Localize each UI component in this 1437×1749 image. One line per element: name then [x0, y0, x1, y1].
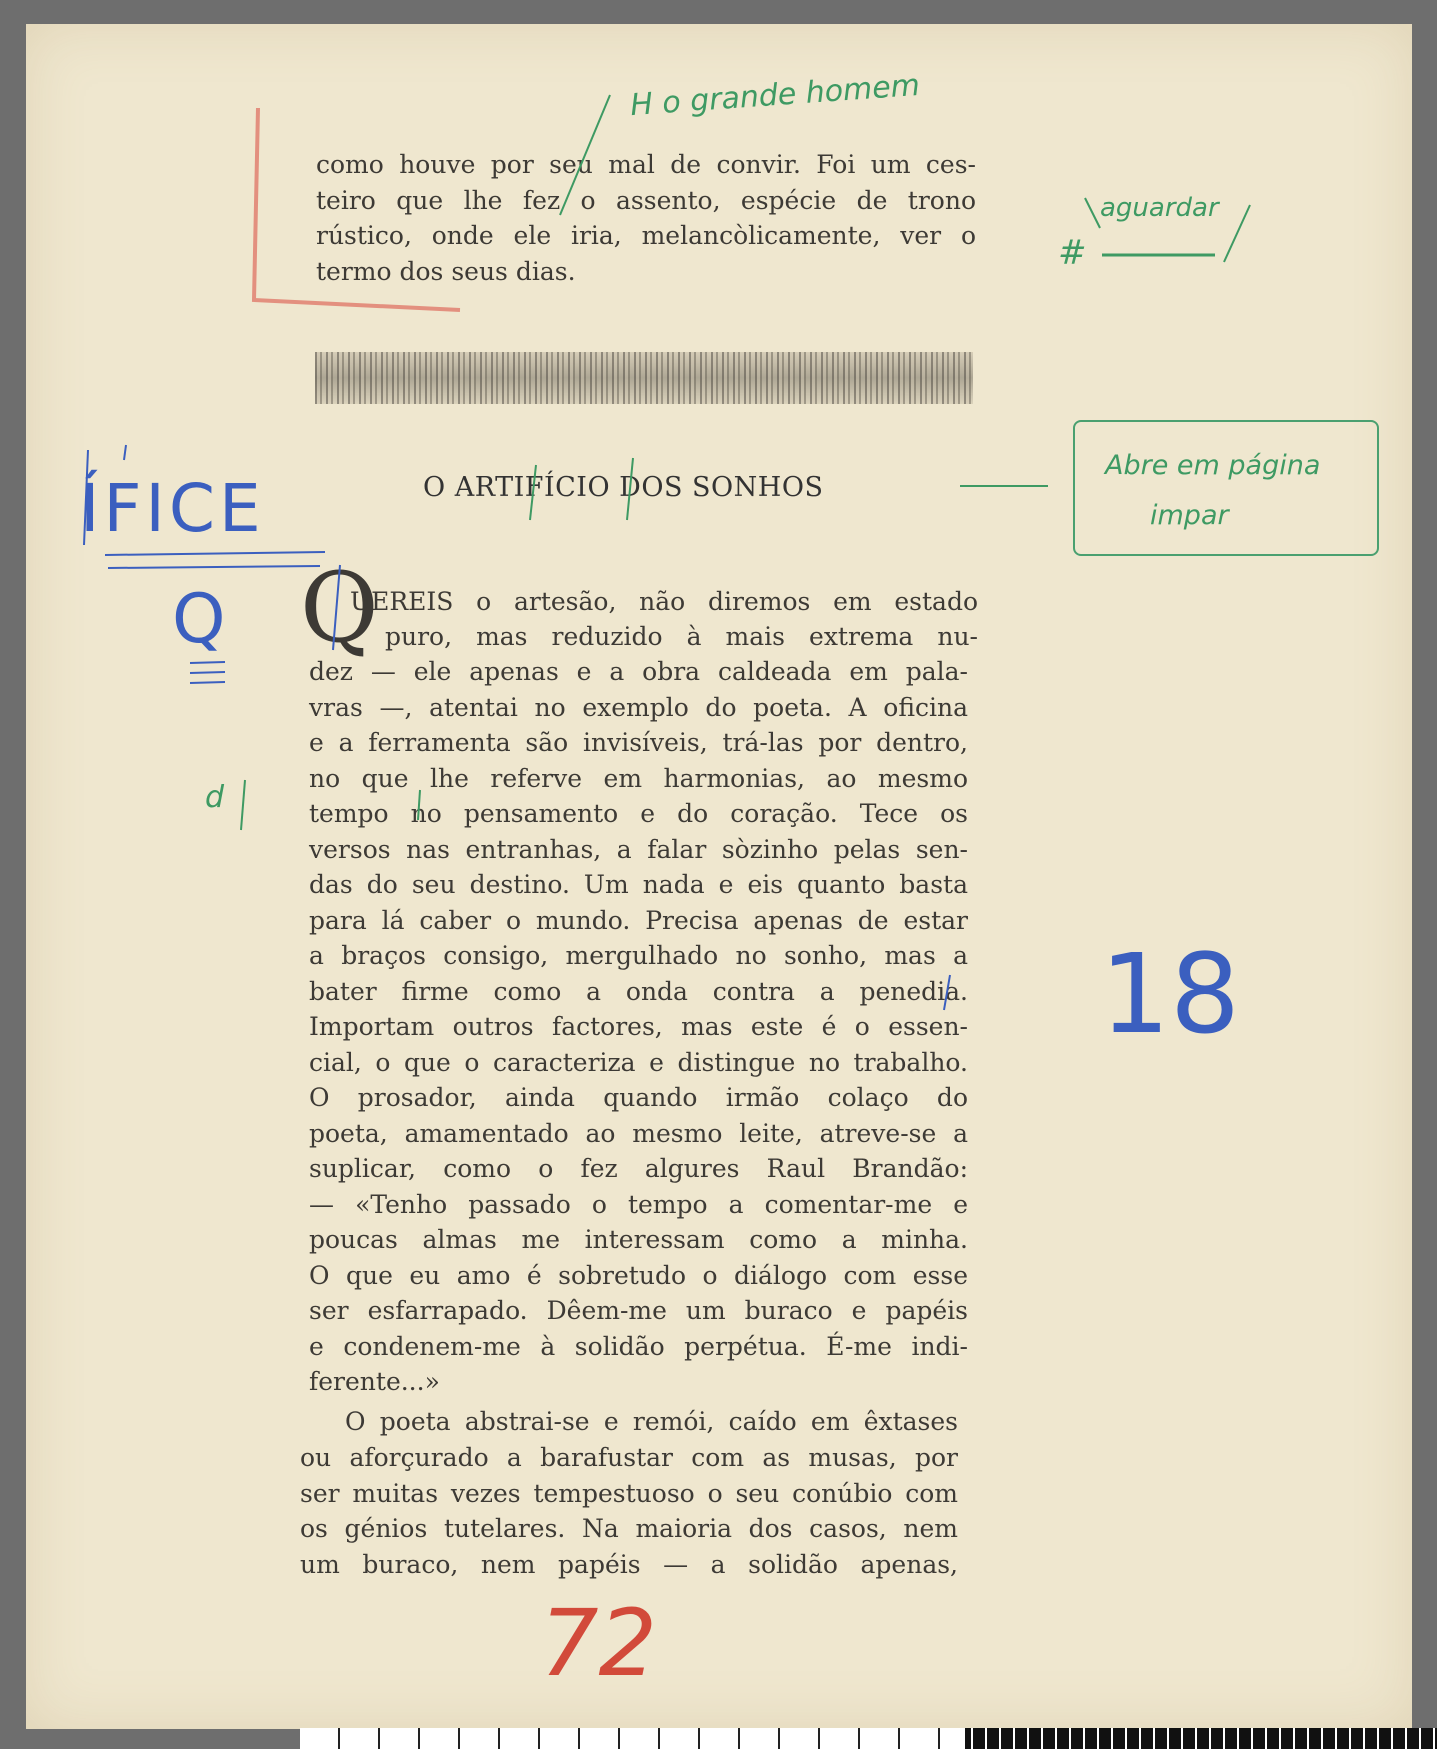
- body-line-14: cial, o que o caracteriza e distingue no trabalho.: [309, 1047, 968, 1077]
- body-line-6: no que lhe referve em harmonias, ao mesmo: [309, 763, 968, 793]
- body-line-7: tempo no pensamento e do coração. Tece os: [309, 799, 968, 828]
- annotation-box-line-2: impar: [1150, 500, 1229, 531]
- top-line-4: termo dos seus dias.: [316, 256, 576, 286]
- body-indented: [350, 584, 978, 620]
- body-line-2: puro, mas reduzido à mais extrema nu-: [385, 622, 978, 651]
- body-line-15: O prosador, ainda quando irmão colaço do: [309, 1083, 968, 1112]
- body-line-24: O poeta abstrai-se e remói, caído em êxtases: [345, 1407, 958, 1436]
- top-paragraph: [316, 147, 976, 289]
- body-line-21: ser esfarrapado. Dêem-me um buraco e papéis: [309, 1296, 968, 1325]
- body-line-4: vras —, atentai no exemplo do poeta. A oficina: [309, 692, 968, 722]
- annotation-grande-homem: H o grande homem: [629, 67, 921, 124]
- body-line-22: e condenem-me à solidão perpétua. É-me indi-: [309, 1331, 968, 1361]
- body-line-10: para lá caber o mundo. Precisa apenas de estar: [309, 905, 968, 935]
- body-line-25: ou aforçurado a barafustar com as musas, por: [300, 1443, 958, 1472]
- top-line-1: como houve por seu mal de convir. Foi um ces-: [316, 150, 976, 179]
- top-line-3: rústico, onde ele iria, melancòlicamente, ver o: [316, 221, 976, 250]
- annotation-ifice: ÍFICE: [80, 470, 265, 547]
- body-line-26: ser muitas vezes tempestuoso o seu conúbio com: [300, 1478, 958, 1508]
- body-paragraph: [309, 654, 968, 1400]
- crossed-out-block: [315, 352, 973, 404]
- body-line-11: a braços consigo, mergulhado no sonho, mas a: [309, 941, 968, 970]
- body-line-1: UEREIS o artesão, não diremos em estado: [350, 587, 978, 616]
- annotation-box: [1073, 420, 1379, 556]
- body-line-3: dez — ele apenas e a obra caldeada em pala-: [309, 657, 968, 686]
- annotation-aguardar: aguardar: [1100, 193, 1219, 223]
- body-line-20: O que eu amo é sobretudo o diálogo com esse: [309, 1260, 968, 1290]
- body-line-18: — «Tenho passado o tempo a comentar-me e: [309, 1189, 968, 1219]
- body-indented-2: [385, 619, 978, 655]
- body-paragraph-2-first: [345, 1404, 958, 1440]
- body-paragraph-2: [300, 1440, 958, 1582]
- annotation-hash: #: [1058, 233, 1087, 273]
- drop-cap: Q: [300, 552, 379, 664]
- body-line-12: bater firme como a onda contra a penedia.: [309, 976, 968, 1006]
- body-line-16: poeta, amamentado ao mesmo leite, atreve-se a: [309, 1118, 968, 1148]
- annotation-q: Q: [172, 580, 226, 659]
- body-line-9: das do seu destino. Um nada e eis quanto basta: [309, 870, 968, 899]
- annotation-page-18: 18: [1100, 930, 1240, 1058]
- scale-ruler-dark-segment: [965, 1728, 1437, 1749]
- annotation-box-line-1: Abre em página: [1105, 450, 1321, 481]
- annotation-page-72: 72: [540, 1590, 658, 1697]
- body-line-5: e a ferramenta são invisíveis, trá-las por dentro,: [309, 728, 968, 757]
- body-line-8: versos nas entranhas, a falar sòzinho pelas sen-: [309, 834, 968, 864]
- body-line-23: ferente...»: [309, 1367, 440, 1396]
- body-line-19: poucas almas me interessam como a minha.: [309, 1225, 968, 1254]
- body-line-17: suplicar, como o fez algures Raul Brandão:: [309, 1154, 968, 1183]
- section-heading: O ARTIFÍCIO DOS SONHOS: [423, 472, 824, 503]
- annotation-d: d: [205, 780, 225, 815]
- body-line-27: os génios tutelares. Na maioria dos casos, nem: [300, 1514, 958, 1543]
- body-line-13: Importam outros factores, mas este é o essen-: [309, 1012, 968, 1041]
- top-line-2: teiro que lhe fez o assento, espécie de trono: [316, 185, 976, 215]
- body-line-28: um buraco, nem papéis — a solidão apenas,: [300, 1549, 958, 1579]
